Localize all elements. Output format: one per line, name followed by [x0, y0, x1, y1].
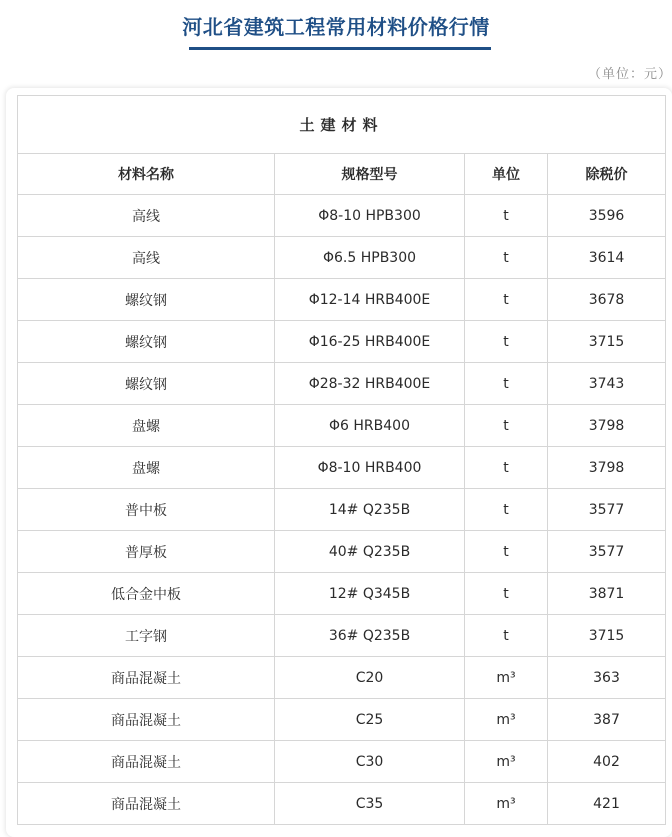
material-spec: Φ6.5 HPB300 — [275, 237, 465, 279]
material-price: 3678 — [548, 279, 666, 321]
material-spec: C30 — [275, 741, 465, 783]
material-name: 盘螺 — [18, 447, 275, 489]
material-name: 普中板 — [18, 489, 275, 531]
column-header-unit: 单位 — [465, 154, 548, 195]
material-spec: C20 — [275, 657, 465, 699]
material-spec: C35 — [275, 783, 465, 825]
material-price: 3577 — [548, 531, 666, 573]
column-header-price: 除税价 — [548, 154, 666, 195]
table-row — [18, 573, 666, 615]
table-row — [18, 783, 666, 825]
material-spec: Φ28-32 HRB400E — [275, 363, 465, 405]
table-row — [18, 321, 666, 363]
material-price: 3798 — [548, 405, 666, 447]
material-price: 3614 — [548, 237, 666, 279]
material-spec: Φ8-10 HPB300 — [275, 195, 465, 237]
price-table — [17, 95, 666, 825]
material-price: 3743 — [548, 363, 666, 405]
material-unit: t — [465, 615, 548, 657]
table-row — [18, 657, 666, 699]
table-row — [18, 489, 666, 531]
material-name: 低合金中板 — [18, 573, 275, 615]
material-name: 商品混凝土 — [18, 783, 275, 825]
material-spec: Φ12-14 HRB400E — [275, 279, 465, 321]
material-name: 商品混凝土 — [18, 699, 275, 741]
material-unit: m³ — [465, 657, 548, 699]
material-spec: Φ16-25 HRB400E — [275, 321, 465, 363]
material-unit: m³ — [465, 699, 548, 741]
material-price: 363 — [548, 657, 666, 699]
material-unit: t — [465, 447, 548, 489]
material-price: 3715 — [548, 615, 666, 657]
material-name: 普厚板 — [18, 531, 275, 573]
material-name: 盘螺 — [18, 405, 275, 447]
material-spec: Φ8-10 HRB400 — [275, 447, 465, 489]
table-row — [18, 195, 666, 237]
table-row — [18, 699, 666, 741]
material-name: 螺纹钢 — [18, 321, 275, 363]
material-price: 387 — [548, 699, 666, 741]
material-unit: t — [465, 237, 548, 279]
material-name: 商品混凝土 — [18, 657, 275, 699]
material-unit: t — [465, 489, 548, 531]
material-spec: Φ6 HRB400 — [275, 405, 465, 447]
material-name: 螺纹钢 — [18, 279, 275, 321]
material-unit: t — [465, 573, 548, 615]
material-name: 高线 — [18, 237, 275, 279]
material-name: 螺纹钢 — [18, 363, 275, 405]
unit-note: （单位：元） — [587, 67, 672, 82]
table-row — [18, 447, 666, 489]
material-unit: t — [465, 321, 548, 363]
material-price: 3715 — [548, 321, 666, 363]
material-name: 工字钢 — [18, 615, 275, 657]
table-row — [18, 615, 666, 657]
material-name: 高线 — [18, 195, 275, 237]
table-row — [18, 279, 666, 321]
section-header-row — [18, 96, 666, 154]
material-price: 421 — [548, 783, 666, 825]
material-unit: t — [465, 279, 548, 321]
table-row — [18, 531, 666, 573]
table-row — [18, 363, 666, 405]
table-row — [18, 741, 666, 783]
title-underline — [189, 47, 491, 50]
material-spec: 40# Q235B — [275, 531, 465, 573]
table-body — [18, 195, 666, 825]
material-unit: m³ — [465, 741, 548, 783]
material-name: 商品混凝土 — [18, 741, 275, 783]
material-unit: t — [465, 531, 548, 573]
material-spec: 12# Q345B — [275, 573, 465, 615]
material-price: 3871 — [548, 573, 666, 615]
column-header-name: 材料名称 — [18, 154, 275, 195]
table-row — [18, 405, 666, 447]
material-price: 3798 — [548, 447, 666, 489]
material-unit: t — [465, 405, 548, 447]
material-price: 402 — [548, 741, 666, 783]
column-header-row — [18, 154, 666, 195]
material-unit: t — [465, 195, 548, 237]
material-spec: 14# Q235B — [275, 489, 465, 531]
material-unit: m³ — [465, 783, 548, 825]
page-title: 河北省建筑工程常用材料价格行情 — [182, 15, 490, 39]
section-title: 土建材料 — [18, 96, 666, 154]
table-row — [18, 237, 666, 279]
column-header-spec: 规格型号 — [275, 154, 465, 195]
material-unit: t — [465, 363, 548, 405]
material-spec: 36# Q235B — [275, 615, 465, 657]
material-price: 3596 — [548, 195, 666, 237]
material-spec: C25 — [275, 699, 465, 741]
material-price: 3577 — [548, 489, 666, 531]
